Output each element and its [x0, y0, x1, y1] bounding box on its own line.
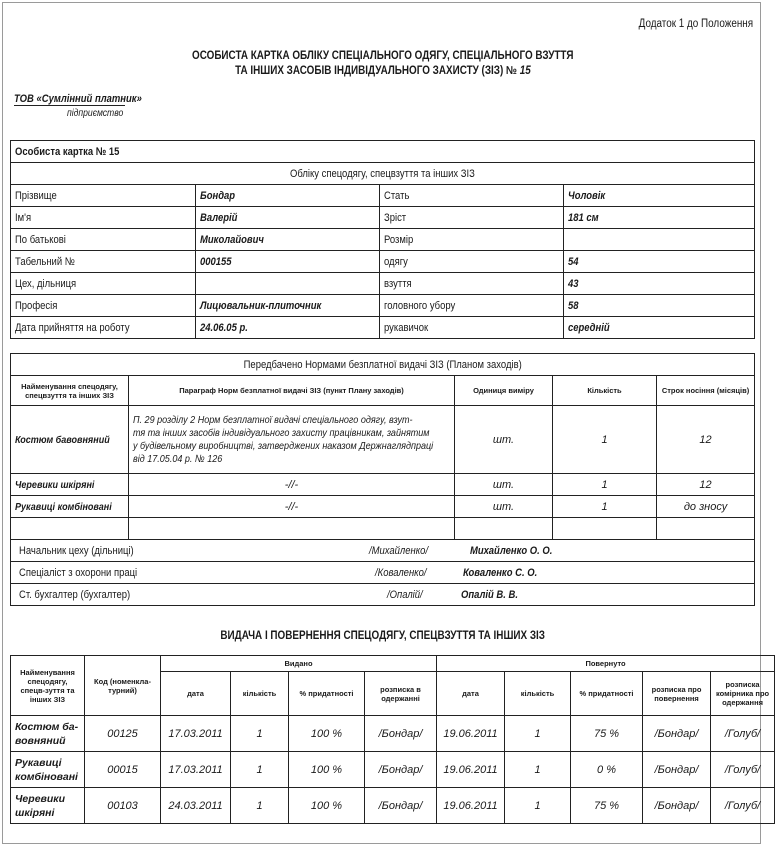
- issue-header-sign-returned: розписка про повернення: [643, 672, 711, 716]
- document-title: ОСОБИСТА КАРТКА ОБЛІКУ СПЕЦІАЛЬНОГО ОДЯГУ, СПЕЦІАЛЬНОГО ВЗУТТЯ ТА ІНШИХ ЗАСОБІВ ІНДИВІДУАЛЬНОГО ЗАХИСТУ (ЗІЗ) № 15: [191, 50, 574, 77]
- issue-sign: /Бондар/: [365, 716, 437, 752]
- storekeeper-sign: /Голуб/: [711, 788, 775, 824]
- issue-sign: /Бондар/: [365, 752, 437, 788]
- card-value: 181 см: [564, 207, 755, 229]
- norms-header-qty: Кількість: [553, 376, 657, 406]
- issue-header-date: дата: [161, 672, 231, 716]
- issue-header-pct: % придатності: [571, 672, 643, 716]
- return-date: 19.06.2011: [437, 716, 505, 752]
- signature-role: Начальник цеху (дільниці): [11, 540, 455, 562]
- card-row: [11, 207, 755, 229]
- return-date: 19.06.2011: [437, 788, 505, 824]
- norms-header-term: Строк носіння (місяців): [657, 376, 755, 406]
- norms-item-name: Черевики шкіряні: [11, 474, 129, 496]
- return-sign: /Бондар/: [643, 788, 711, 824]
- card-label: По батькові: [11, 229, 196, 251]
- card-label: головного убору: [380, 295, 564, 317]
- signature-role: Ст. бухгалтер (бухгалтер): [11, 584, 455, 606]
- return-date: 19.06.2011: [437, 752, 505, 788]
- issue-date: 24.03.2011: [161, 788, 231, 824]
- issue-qty: 1: [231, 716, 289, 752]
- norms-unit: шт.: [455, 496, 553, 518]
- issue-table: [10, 655, 775, 824]
- issue-header-row: [11, 656, 775, 672]
- card-label: Табельний №: [11, 251, 196, 273]
- norms-item-name: Костюм бавовняний: [11, 406, 129, 474]
- card-row: [11, 295, 755, 317]
- card-title: Особиста картка № 15: [11, 141, 755, 163]
- issue-pct: 100 %: [289, 716, 365, 752]
- signature-row: [11, 540, 755, 562]
- issue-item-name: Рукавиці комбіновані: [11, 752, 85, 788]
- card-value: [564, 229, 755, 251]
- card-value: Чоловік: [564, 185, 755, 207]
- issue-header-code: Код (номенкла-турний): [85, 656, 161, 716]
- card-label: Цех, дільниця: [11, 273, 196, 295]
- norms-title: Передбачено Нормами безплатної видачі ЗІЗ (Планом заходів): [11, 354, 755, 376]
- card-value: 43: [564, 273, 755, 295]
- card-row: [11, 317, 755, 339]
- issue-header-date: дата: [437, 672, 505, 716]
- issue-qty: 1: [231, 752, 289, 788]
- card-value: Миколайович: [196, 229, 380, 251]
- card-value: Бондар: [196, 185, 380, 207]
- norms-header-paragraph: Параграф Норм безплатної видачі ЗІЗ (пункт Плану заходів): [129, 376, 455, 406]
- issue-item-name: Костюм ба-вовняний: [11, 716, 85, 752]
- card-label: Зріст: [380, 207, 564, 229]
- card-value: 000155: [196, 251, 380, 273]
- storekeeper-sign: /Голуб/: [711, 752, 775, 788]
- card-label: Ім'я: [11, 207, 196, 229]
- norms-header-row: [11, 376, 755, 406]
- issue-code: 00125: [85, 716, 161, 752]
- issue-header-returned: Повернуто: [437, 656, 775, 672]
- issue-row: [11, 716, 775, 752]
- norms-row: [11, 406, 755, 474]
- card-value: Лицювальник-плиточник: [196, 295, 380, 317]
- card-value: 58: [564, 295, 755, 317]
- norms-qty: 1: [553, 496, 657, 518]
- card-label: взуття: [380, 273, 564, 295]
- issue-date: 17.03.2011: [161, 752, 231, 788]
- signature-sign: /Опалій/: [386, 588, 423, 601]
- issue-header-sign-received: розписка в одержанні: [365, 672, 437, 716]
- signature-sign: /Михайленко/: [368, 544, 428, 557]
- signature-name: Опалій В. В.: [461, 588, 519, 601]
- storekeeper-sign: /Голуб/: [711, 716, 775, 752]
- card-label: Прізвище: [11, 185, 196, 207]
- norms-row-empty: [11, 518, 755, 540]
- norms-paragraph: -//-: [129, 474, 455, 496]
- card-label: Стать: [380, 185, 564, 207]
- norms-qty: 1: [553, 474, 657, 496]
- issue-header-sign-storekeeper: розписка комірника про одержання: [711, 672, 775, 716]
- return-qty: 1: [505, 752, 571, 788]
- return-pct: 0 %: [571, 752, 643, 788]
- norms-table: [10, 353, 755, 606]
- return-qty: 1: [505, 716, 571, 752]
- signature-row: [11, 584, 755, 606]
- norms-term: до зносу: [657, 496, 755, 518]
- signature-cell: [368, 540, 755, 562]
- card-row: [11, 251, 755, 273]
- issue-header-qty: кількість: [231, 672, 289, 716]
- issue-title: ВИДАЧА І ПОВЕРНЕННЯ СПЕЦОДЯГУ, СПЕЦВЗУТТЯ ТА ІНШИХ ЗІЗ: [220, 630, 545, 642]
- issue-header-qty: кількість: [505, 672, 571, 716]
- norms-paragraph: -//-: [129, 496, 455, 518]
- return-pct: 75 %: [571, 716, 643, 752]
- norms-term: 12: [657, 406, 755, 474]
- company-caption: підприємство: [67, 108, 124, 119]
- norms-unit: шт.: [455, 474, 553, 496]
- card-value: [196, 273, 380, 295]
- card-row: [11, 185, 755, 207]
- norms-term: 12: [657, 474, 755, 496]
- card-label: рукавичок: [380, 317, 564, 339]
- signature-name: Михайленко О. О.: [470, 544, 553, 557]
- card-label: Професія: [11, 295, 196, 317]
- issue-code: 00103: [85, 788, 161, 824]
- norms-header-name: Найменування спецодягу, спецвзуття та інших ЗІЗ: [11, 376, 129, 406]
- issue-qty: 1: [231, 788, 289, 824]
- norms-paragraph: П. 29 розділу 2 Норм безплатної видачі спеціального одягу, взут- тя та інших засобів індивідуального захисту працівникам, зайнятим у будівельному виробництві, затверджених наказом Держнаглядпраці від 17.05.04 р. № 126: [129, 406, 455, 474]
- issue-header-issued: Видано: [161, 656, 437, 672]
- return-sign: /Бондар/: [643, 752, 711, 788]
- issue-sign: /Бондар/: [365, 788, 437, 824]
- norms-qty: 1: [553, 406, 657, 474]
- issue-row: [11, 752, 775, 788]
- norms-row: [11, 496, 755, 518]
- issue-code: 00015: [85, 752, 161, 788]
- return-qty: 1: [505, 788, 571, 824]
- issue-pct: 100 %: [289, 788, 365, 824]
- signature-row: [11, 562, 755, 584]
- norms-row: [11, 474, 755, 496]
- issue-item-name: Черевики шкіряні: [11, 788, 85, 824]
- personal-card-table: [10, 140, 755, 339]
- card-label: одягу: [380, 251, 564, 273]
- signature-sign: /Коваленко/: [374, 566, 427, 579]
- company-underline: [14, 105, 125, 106]
- card-subtitle: Обліку спецодягу, спецвзуття та інших ЗІЗ: [11, 163, 755, 185]
- signature-name: Коваленко С. О.: [463, 566, 538, 579]
- issue-row: [11, 788, 775, 824]
- issue-header-name: Найменування спецодягу, спецв-зуття та інших ЗІЗ: [11, 656, 85, 716]
- return-pct: 75 %: [571, 788, 643, 824]
- card-value: 24.06.05 р.: [196, 317, 380, 339]
- card-row: [11, 273, 755, 295]
- card-value: 54: [564, 251, 755, 273]
- signature-role: Спеціаліст з охорони праці: [11, 562, 455, 584]
- card-label: Дата прийняття на роботу: [11, 317, 196, 339]
- signature-cell: [374, 562, 755, 584]
- norms-unit: шт.: [455, 406, 553, 474]
- appendix-label: Додаток 1 до Положення: [638, 18, 753, 30]
- issue-pct: 100 %: [289, 752, 365, 788]
- norms-header-unit: Одиниця виміру: [455, 376, 553, 406]
- card-row: [11, 229, 755, 251]
- card-label: Розмір: [380, 229, 564, 251]
- card-value: середній: [564, 317, 755, 339]
- norms-item-name: Рукавиці комбіновані: [11, 496, 129, 518]
- company-name: ТОВ «Сумлінний платник»: [14, 93, 142, 105]
- card-value: Валерій: [196, 207, 380, 229]
- issue-date: 17.03.2011: [161, 716, 231, 752]
- issue-header-pct: % придатності: [289, 672, 365, 716]
- return-sign: /Бондар/: [643, 716, 711, 752]
- signature-cell: [386, 584, 755, 606]
